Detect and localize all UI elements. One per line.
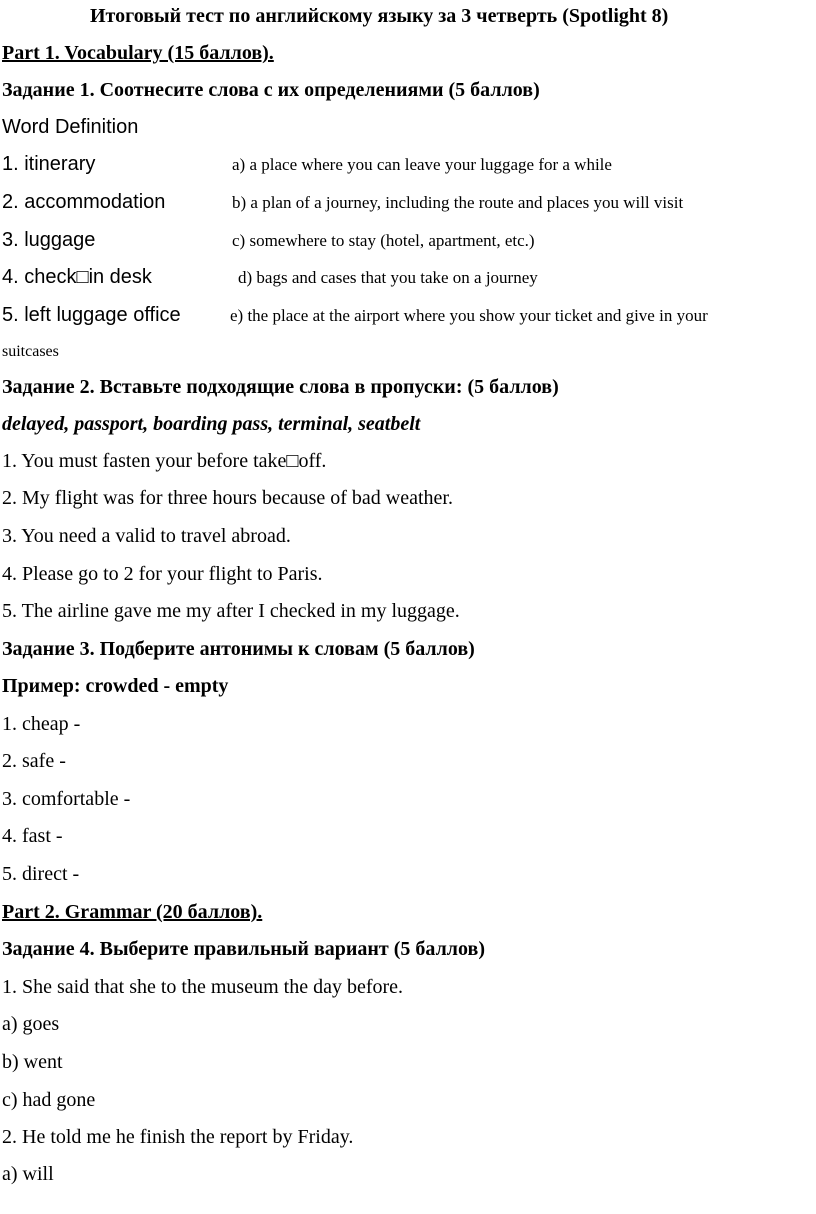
task2-word-bank: delayed, passport, boarding pass, terminal, seatbelt <box>2 413 421 435</box>
part2-heading: Part 2. Grammar (20 баллов). <box>2 901 263 923</box>
task1-heading: Задание 1. Соотнесите слова с их определениями (5 баллов) <box>2 79 540 101</box>
task3-item: 1. cheap - <box>2 713 81 735</box>
task3-item: 2. safe - <box>2 750 66 772</box>
part1-heading: Part 1. Vocabulary (15 баллов). <box>2 42 274 64</box>
page-title: Итоговый тест по английскому языку за 3 четверть (Spotlight 8) <box>90 5 669 27</box>
task4-question: 1. She said that she to the museum the day before. <box>2 976 404 998</box>
task4-option: b) went <box>2 1051 63 1073</box>
task2-heading: Задание 2. Вставьте подходящие слова в пропуски: (5 баллов) <box>2 376 559 398</box>
task1-word: 1. itinerary <box>2 153 96 175</box>
task2-item: 5. The airline gave me my after I checked in my luggage. <box>2 600 460 622</box>
task1-word: 3. luggage <box>2 229 96 251</box>
task4-option: c) had gone <box>2 1089 96 1111</box>
task3-item: 4. fast - <box>2 825 63 847</box>
task3-heading: Задание 3. Подберите антонимы к словам (5 баллов) <box>2 638 475 660</box>
task1-definition: a) a place where you can leave your luggage for a while <box>232 155 612 174</box>
task1-definition: b) a plan of a journey, including the route and places you will visit <box>232 193 684 212</box>
task1-definition: d) bags and cases that you take on a journey <box>238 268 538 287</box>
task1-definition-wrap: suitcases <box>2 343 59 360</box>
task2-item: 3. You need a valid to travel abroad. <box>2 525 291 547</box>
task3-item: 3. comfortable - <box>2 788 131 810</box>
task2-item: 1. You must fasten your before take□off. <box>2 450 327 472</box>
task1-definition: c) somewhere to stay (hotel, apartment, etc.) <box>232 231 535 250</box>
task3-example: Пример: crowded - empty <box>2 675 229 697</box>
task4-option: a) goes <box>2 1013 60 1035</box>
task4-option: a) will <box>2 1163 54 1185</box>
task2-item: 2. My flight was for three hours because of bad weather. <box>2 487 453 509</box>
task1-word: 4. check□in desk <box>2 266 152 288</box>
task4-question: 2. He told me he finish the report by Friday. <box>2 1126 354 1148</box>
task1-word: 5. left luggage office <box>2 304 181 326</box>
task1-column-headers: Word Definition <box>2 116 139 138</box>
task3-item: 5. direct - <box>2 863 80 885</box>
task1-definition: e) the place at the airport where you show your ticket and give in your <box>230 306 708 325</box>
task1-word: 2. accommodation <box>2 191 166 213</box>
task4-heading: Задание 4. Выберите правильный вариант (5 баллов) <box>2 938 485 960</box>
task2-item: 4. Please go to 2 for your flight to Paris. <box>2 563 323 585</box>
